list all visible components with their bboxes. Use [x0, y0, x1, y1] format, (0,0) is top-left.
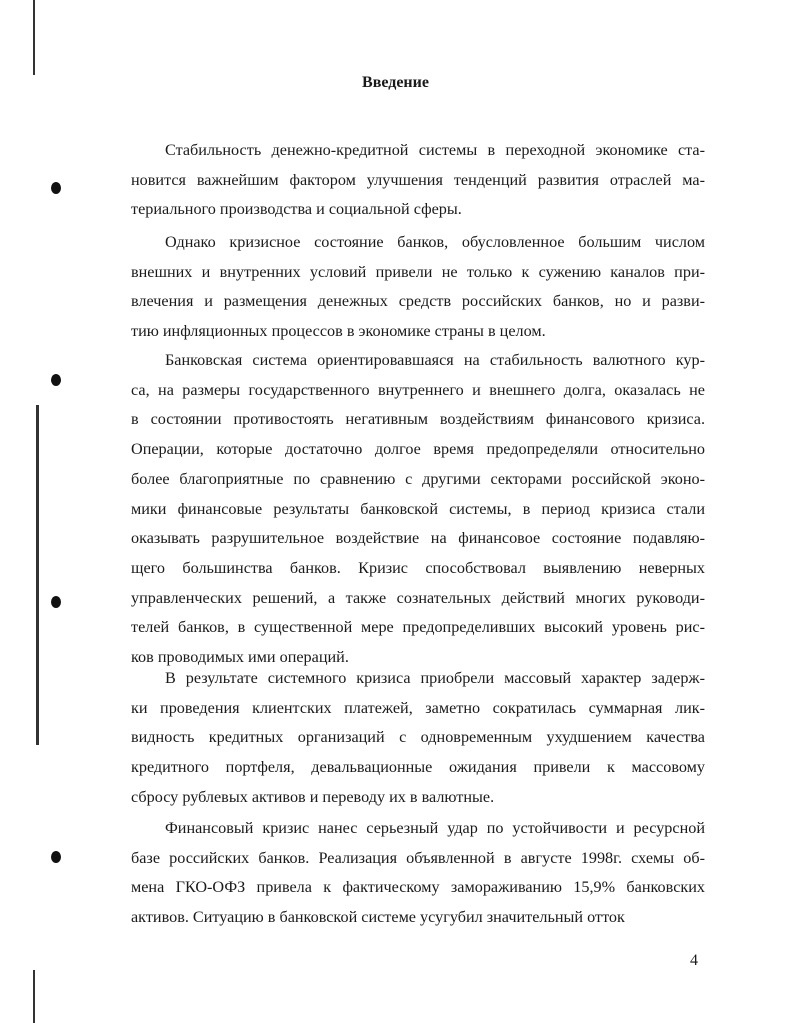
text-line: кредитного портфеля, девальвационные ожидания привели к массовому	[131, 758, 705, 777]
text-line: телей банков, в существенной мере предопределивших высокий уровень рис-	[131, 618, 705, 637]
text-line: ков проводимых ими операций.	[131, 648, 349, 666]
binding-edge-mark	[33, 970, 35, 1023]
text-line: внешних и внутренних условий привели не только к сужению каналов при-	[131, 262, 705, 281]
punch-hole-mark	[51, 851, 61, 863]
text-line: Однако кризисное состояние банков, обусловленное большим числом	[165, 233, 705, 251]
text-line: мики финансовые результаты банковской системы, в период кризиса стали	[131, 499, 705, 518]
punch-hole-mark	[51, 182, 61, 194]
binding-edge-mark	[36, 405, 39, 745]
text-line: видность кредитных организаций с одновременным ухудшением качества	[131, 728, 705, 747]
text-line: активов. Ситуацию в банковской системе усугубил значительный отток	[131, 908, 625, 927]
binding-edge-mark	[33, 0, 35, 75]
page-number: 4	[690, 952, 698, 969]
text-line: ки проведения клиентских платежей, заметно сократилась суммарная лик-	[131, 698, 705, 717]
text-line: оказывать разрушительное воздействие на финансовое состояние подавляю-	[131, 529, 705, 548]
text-line: более благоприятные по сравнению с другими секторами российской эконо-	[131, 469, 705, 488]
text-line: новится важнейшим фактором улучшения тенденций развития отраслей ма-	[131, 170, 705, 189]
text-line: сбросу рублевых активов и переводу их в валютные.	[131, 787, 495, 806]
punch-hole-mark	[51, 374, 61, 386]
text-line: тию инфляционных процессов в экономике страны в целом.	[131, 322, 546, 341]
punch-hole-mark	[51, 596, 61, 608]
text-line: в состоянии противостоять негативным воздействиям финансового кризиса.	[131, 410, 705, 429]
text-line: мена ГКО-ОФЗ привела к фактическому замораживанию 15,9% банковских	[131, 878, 705, 897]
text-line: Банковская система ориентировавшаяся на стабильность валютного кур-	[165, 351, 705, 369]
text-line: Стабильность денежно-кредитной системы в переходной экономике ста-	[165, 141, 705, 159]
text-line: са, на размеры государственного внутреннего и внешнего долга, оказалась не	[131, 380, 705, 399]
text-line: териального производства и социальной сферы.	[131, 200, 462, 219]
text-line: управленческих решений, а также сознательных действий многих руководи-	[131, 588, 705, 607]
text-line: Финансовый кризис нанес серьезный удар по устойчивости и ресурсной	[165, 819, 705, 837]
page-title: Введение	[362, 74, 429, 91]
text-line: щего большинства банков. Кризис способствовал выявлению неверных	[131, 558, 705, 577]
text-line: влечения и размещения денежных средств российских банков, но и разви-	[131, 292, 705, 311]
text-line: Операции, которые достаточно долгое время предопределяли относительно	[131, 440, 705, 459]
text-line: базе российских банков. Реализация объявленной в августе 1998г. схемы об-	[131, 848, 705, 867]
text-line: В результате системного кризиса приобрели массовый характер задерж-	[165, 669, 705, 687]
